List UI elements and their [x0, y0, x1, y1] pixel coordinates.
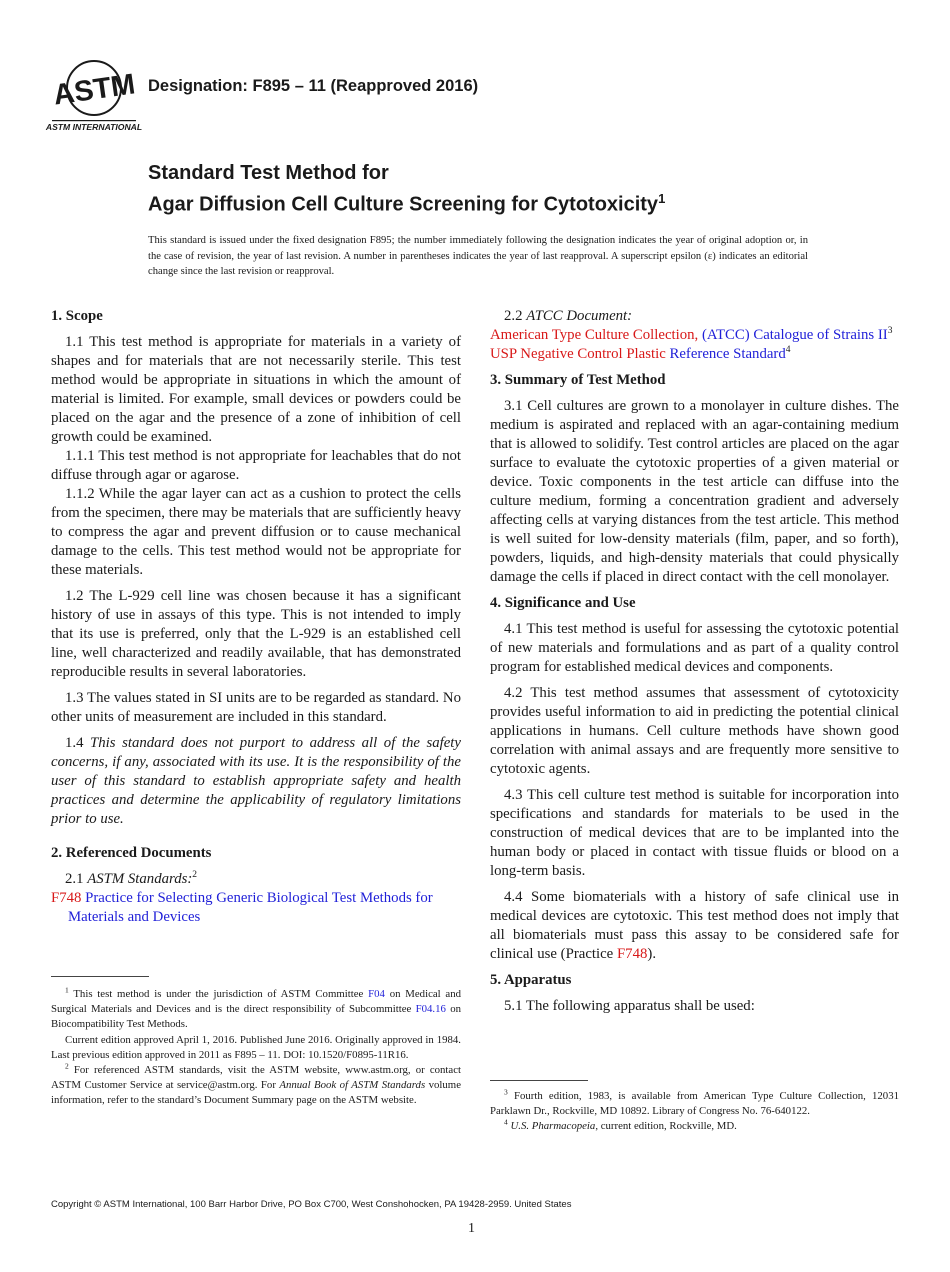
section-4-heading: 4. Significance and Use	[490, 595, 636, 611]
copyright: Copyright © ASTM International, 100 Barr Harbor Drive, PO Box C700, West Conshohocken, PA 19428-2959. United States	[51, 1199, 572, 1210]
section-3-heading: 3. Summary of Test Method	[490, 372, 666, 388]
para-4-4: 4.4 Some biomaterials with a history of safe clinical use in medical devices are cytotoxic. This test method does not imply that all biomaterials must pass this assay to be considered safe for clinical use (Practice F748).	[490, 889, 899, 962]
footnote-3: $^3$ Fourth edition, 1983, is available from American Type Culture Collection, 12031 Parklawn Dr., Rockville, MD 10892. Library of Congress No. 76-640122.	[490, 1087, 899, 1118]
ref-usp[interactable]: USP Negative Control Plastic Reference Standard$^4$	[490, 345, 791, 362]
footnote-rule-left	[51, 976, 149, 977]
link-f04-16[interactable]: F04.16	[415, 1003, 446, 1016]
footnote-rule-right	[490, 1080, 588, 1081]
footnote-1: $^1$ This test method is under the jurisdiction of ASTM Committee F04 on Medical and Surgical Materials and Devices and is the direct responsibility of Subcommittee F04.16 on Biocompatibility Test Methods.	[51, 985, 462, 1031]
para-1-1-2: 1.1.2 While the agar layer can act as a cushion to protect the cells from the specimen, there may be materials that are sufficiently heavy to compress the agar and prevent diffusion or to cause mechanical damage to the cells. This test method would not be appropriate for these materials.	[51, 486, 461, 578]
ref-usp-name[interactable]: USP Negative Control Plastic	[490, 346, 666, 362]
footnote-4: $^4$ U.S. Pharmacopeia, current edition, Rockville, MD.	[504, 1117, 737, 1133]
preamble: This standard is issued under the fixed designation F895; the number immediately following the designation indicates the year of original adoption or, in the case of revision, the year of last revision. A number in parentheses indicates the year of last reapproval. A superscript epsilon (ε) indicates an editorial change since the last revision or reapproval.	[148, 235, 808, 277]
left-column	[51, 307, 461, 927]
para-4-3: 4.3 This cell culture test method is suitable for incorporation into specifications and standards for materials to be used in the construction of medical devices that are to be implanted into the human body or placed in contact with tissue fluids or blood on a long-term basis.	[490, 787, 899, 879]
footnotes-right	[490, 1089, 899, 1135]
title-line-1: Standard Test Method for	[148, 162, 389, 184]
ref-f748-code[interactable]: F748	[51, 890, 82, 906]
para-4-1: 4.1 This test method is useful for assessing the cytotoxic potential of new materials and formulations and as part of a quality control program for established medical devices and components.	[490, 621, 899, 675]
footnote-1-edition: Current edition approved April 1, 2016. Published June 2016. Originally approved in 1984. Last previous edition approved in 2011 as F895 – 11. DOI: 10.1520/F0895-11R16.	[51, 1033, 461, 1061]
page-number: 1	[468, 1221, 475, 1236]
title-footnote-ref[interactable]: 1	[658, 191, 666, 206]
link-f748[interactable]: F748	[616, 946, 648, 962]
ref-f748-title[interactable]: Practice for Selecting Generic Biological Test Methods for Materials and Devices	[68, 890, 433, 925]
para-3-1: 3.1 Cell cultures are grown to a monolayer in culture dishes. The medium is aspirated and replaced with an agar-containing medium that is allowed to solidify. Test control articles are placed on the agar surface to evaluate the cytotoxic properties of a given material or device. Toxic components in the test article can diffuse into the culture medium, forming a concentration gradient and adversely affecting cells at varying distances from the test article. This method is well suited for low-density materials (film, paper, and so forth), powders, liquids, and high-density materials that could physically damage the cells if placed in direct contact with the cell monolayer.	[490, 398, 899, 585]
astm-logo	[45, 58, 143, 132]
link-f04[interactable]: F04	[368, 988, 385, 1000]
para-1-4: 1.4 This standard does not purport to address all of the safety concerns, if any, associated with its use. It is the responsibility of the user of this standard to establish appropriate safety and health practices and determine the applicability of regulatory limitations prior to use.	[51, 735, 461, 827]
ref-atcc-title[interactable]: (ATCC) Catalogue of Strains II	[701, 327, 888, 343]
right-column	[490, 307, 899, 1023]
para-1-1-1: 1.1.1 This test method is not appropriate for leachables that do not diffuse through agar or agarose.	[51, 448, 461, 483]
ref-atcc-org[interactable]: American Type Culture Collection,	[490, 327, 699, 343]
para-2-2: 2.2 ATCC Document:	[504, 308, 633, 324]
para-1-1: 1.1 This test method is appropriate for materials in a variety of shapes and for materials that are not necessarily sterile. This test method would be appropriate in situations in which the amount of material is limited. For example, small devices or powders could be placed on the agar and the presence of a zone of inhibition of cell growth could be examined.	[51, 334, 461, 445]
para-4-2: 4.2 This test method assumes that assessment of cytotoxicity provides useful information to aid in predicting the potential clinical applications in humans. Cell culture methods have shown good correlation with animal assays and are frequently more sensitive to cytotoxic agents.	[490, 685, 899, 777]
para-1-2: 1.2 The L-929 cell line was chosen because it has a significant history of use in assays of this type. This is not intended to imply that its use is preferred, only that the L-929 is an established cell line, well characterized and readily available, that has demonstrated reproducible results in several laboratories.	[51, 588, 461, 680]
section-1-heading: 1. Scope	[51, 308, 103, 324]
ref-usp-title[interactable]: Reference Standard	[669, 346, 786, 362]
para-2-1: 2.1 ASTM Standards:$^2$	[65, 870, 198, 887]
ref-f748[interactable]	[51, 889, 461, 927]
svg-text:ASTM: ASTM	[51, 68, 138, 112]
footnote-2: $^2$ For referenced ASTM standards, visit the ASTM website, www.astm.org, or contact ASTM Customer Service at service@astm.org. For Annual Book of ASTM Standards volume information, refer to the standard’s Document Summary page on the ASTM website.	[51, 1061, 461, 1107]
designation: Designation: F895 – 11 (Reapproved 2016)	[148, 77, 479, 95]
section-2-heading: 2. Referenced Documents	[51, 845, 212, 861]
section-5-heading: 5. Apparatus	[490, 972, 572, 988]
para-1-3: 1.3 The values stated in SI units are to be regarded as standard. No other units of measurement are included in this standard.	[51, 690, 461, 725]
logo-text: ASTM INTERNATIONAL	[45, 122, 143, 132]
title-line-2: Agar Diffusion Cell Culture Screening for Cytotoxicity$^1$	[148, 191, 666, 216]
page-title	[148, 160, 665, 218]
para-5-1: 5.1 The following apparatus shall be used:	[504, 998, 755, 1014]
footnotes-left	[51, 987, 461, 1109]
ref-atcc[interactable]: American Type Culture Collection, (ATCC) Catalogue of Strains $II^3$	[490, 326, 893, 343]
